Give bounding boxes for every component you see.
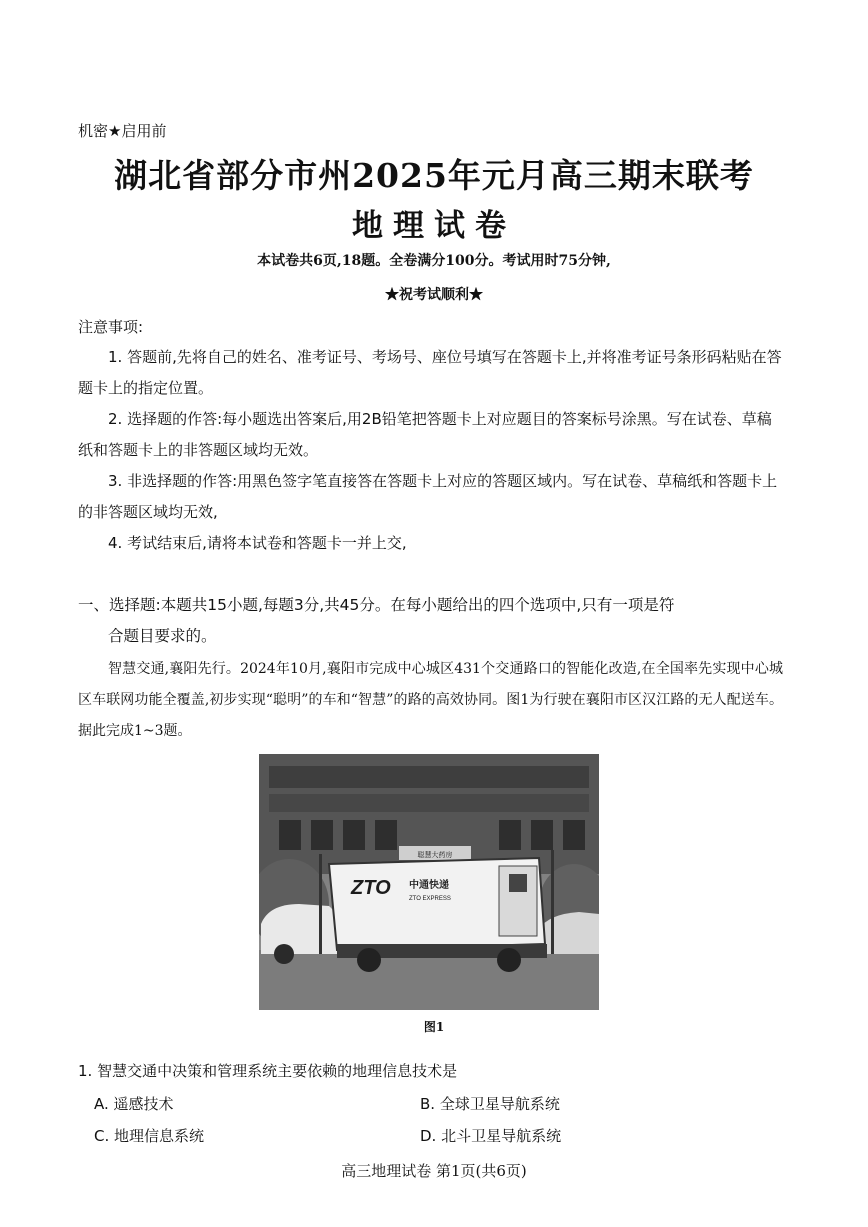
section-heading-line1: 一、选择题:本题共15小题,每题3分,共45分。在每小题给出的四个选项中,只有一项是符 [78,596,675,614]
page-footer: 高三地理试卷 第1页(共6页) [341,1162,527,1180]
confidential-mark: 机密★启用前 [78,122,167,140]
notice-item-4: 4. 考试结束后,请将本试卷和答题卡一并上交, [108,534,407,552]
figure-caption: 图1 [423,1020,445,1034]
question-intro: 智慧交通,襄阳先行。2024年10月,襄阳市完成中心城区431个交通路口的智能化改造,在全国率先实现中心城区车联网功能全覆盖,初步实现“聪明”的车和“智慧”的路的高效协同。图1为行驶在襄阳市区汉江路的无人配送车。据此完成1~3题。 [78,661,783,739]
roof-sign-text: 聪慧大药房 [417,851,453,859]
option-a: A. 遥感技术 [94,1095,174,1113]
option-d: D. 北斗卫星导航系统 [420,1127,562,1145]
question-1-stem: 1. 智慧交通中决策和管理系统主要依赖的地理信息技术是 [78,1062,458,1080]
notice-item-1: 1. 答题前,先将自己的姓名、准考证号、考场号、座位号填写在答题卡上,并将准考证号条形码粘贴在答题卡上的指定位置。 [78,348,782,397]
subject-title: 地理试卷 [352,208,516,244]
option-c: C. 地理信息系统 [94,1127,205,1145]
zto-logo: ZTO [351,877,391,899]
exam-title: 湖北省部分市州2025年元月高三期末联考 [114,156,754,195]
section-heading [78,590,786,652]
notice-item-3: 3. 非选择题的作答:用黑色签字笔直接答在答题卡上对应的答题区域内。写在试卷、草稿纸和答题卡上的非答题区域均无效, [78,472,778,521]
section-heading-line2: 合题目要求的。 [108,627,217,645]
delivery-vehicle-photo [259,754,599,1010]
exam-info: 本试卷共6页,18题。全卷满分100分。考试用时75分钟, [257,253,611,269]
option-b: B. 全球卫星导航系统 [420,1095,560,1113]
notice-heading: 注意事项: [78,318,144,336]
notice-item-2: 2. 选择题的作答:每小题选出答案后,用2B铅笔把答题卡上对应题目的答案标号涂黑。写在试卷、草稿纸和答题卡上的非答题区域均无效。 [78,410,772,459]
brand-cn-text: 中通快递 [409,880,449,891]
brand-en-text: ZTO EXPRESS [409,896,451,902]
good-luck-line: ★祝考试顺利★ [385,287,483,303]
